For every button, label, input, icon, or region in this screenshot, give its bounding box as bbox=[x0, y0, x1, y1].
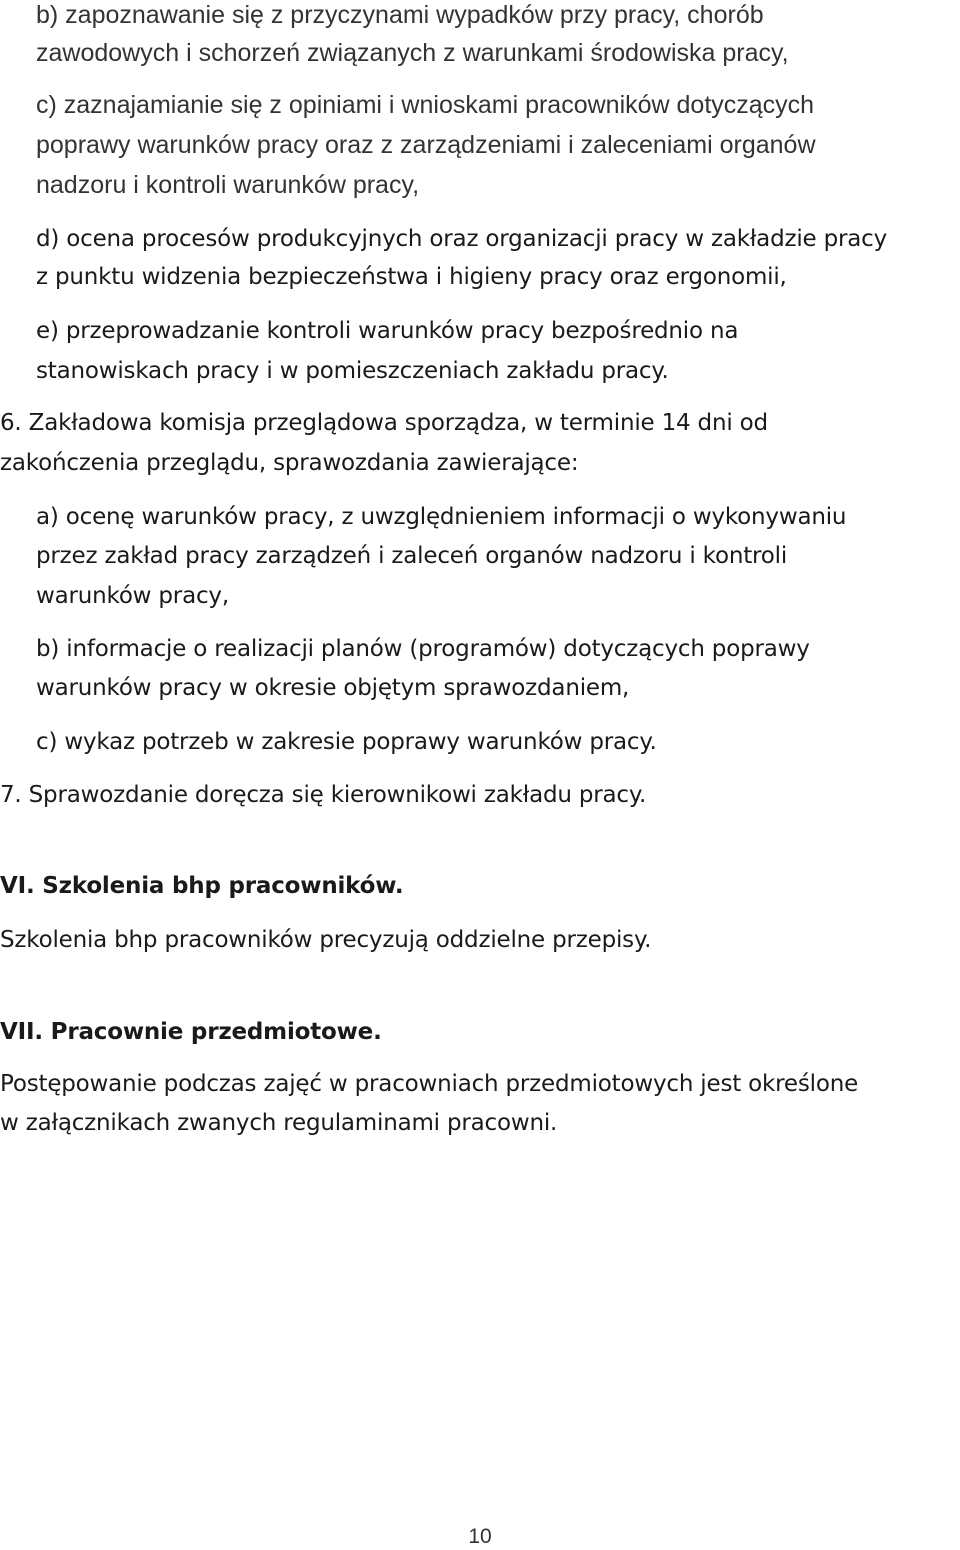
item-b-line-2: zawodowych i schorzeń związanych z warunkami środowiska pracy, bbox=[36, 39, 789, 67]
section-vi-heading: VI. Szkolenia bhp pracowników. bbox=[0, 873, 404, 899]
item-b-line-1: b) zapoznawanie się z przyczynami wypadków przy pracy, chorób bbox=[36, 1, 764, 29]
point-6-item-b-line-1: b) informacje o realizacji planów (programów) dotyczących poprawy bbox=[36, 636, 810, 662]
item-d-line-1: d) ocena procesów produkcyjnych oraz organizacji pracy w zakładzie pracy bbox=[36, 226, 887, 252]
section-vi-text: Szkolenia bhp pracowników precyzują oddzielne przepisy. bbox=[0, 927, 652, 953]
point-6-line-2: zakończenia przeglądu, sprawozdania zawierające: bbox=[0, 450, 579, 476]
item-d-line-2: z punktu widzenia bezpieczeństwa i higieny pracy oraz ergonomii, bbox=[36, 264, 787, 290]
point-6-line-1: 6. Zakładowa komisja przeglądowa sporządza, w terminie 14 dni od bbox=[0, 410, 768, 436]
item-e-line-1: e) przeprowadzanie kontroli warunków pracy bezpośrednio na bbox=[36, 318, 739, 344]
section-vii-text-line-1: Postępowanie podczas zajęć w pracowniach przedmiotowych jest określone bbox=[0, 1071, 859, 1097]
item-e-line-2: stanowiskach pracy i w pomieszczeniach zakładu pracy. bbox=[36, 358, 669, 384]
point-7-line-1: 7. Sprawozdanie doręcza się kierownikowi zakładu pracy. bbox=[0, 782, 647, 808]
point-6-item-b-line-2: warunków pracy w okresie objętym sprawozdaniem, bbox=[36, 675, 630, 701]
section-vii-text-line-2: w załącznikach zwanych regulaminami pracowni. bbox=[0, 1110, 558, 1136]
point-6-item-c-line-1: c) wykaz potrzeb w zakresie poprawy warunków pracy. bbox=[36, 729, 657, 755]
item-c-line-3: nadzoru i kontroli warunków pracy, bbox=[36, 171, 420, 199]
section-vii-heading: VII. Pracownie przedmiotowe. bbox=[0, 1019, 382, 1045]
point-6-item-a-line-2: przez zakład pracy zarządzeń i zaleceń organów nadzoru i kontroli bbox=[36, 543, 788, 569]
point-6-item-a-line-3: warunków pracy, bbox=[36, 583, 229, 609]
point-6-item-a-line-1: a) ocenę warunków pracy, z uwzględnieniem informacji o wykonywaniu bbox=[36, 504, 847, 530]
item-c-line-2: poprawy warunków pracy oraz z zarządzeniami i zaleceniami organów bbox=[36, 131, 816, 159]
item-c-line-1: c) zaznajamianie się z opiniami i wnioskami pracowników dotyczących bbox=[36, 91, 815, 119]
page-number: 10 bbox=[468, 1525, 492, 1548]
